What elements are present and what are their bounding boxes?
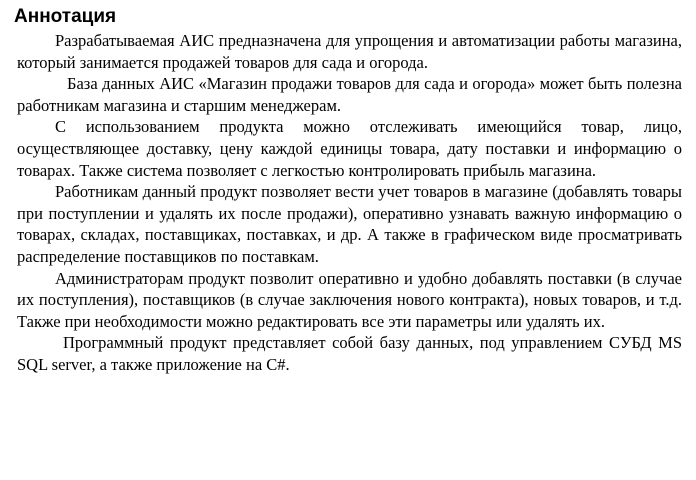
paragraph-purpose: Разрабатываемая АИС предназначена для упрощения и автоматизации работы магазина, который занимается продажей товаров для сада и огорода.	[17, 31, 682, 72]
annotation-heading: Аннотация	[14, 6, 117, 27]
paragraph-audience: База данных АИС «Магазин продажи товаров для сада и огорода» может быть полезна работникам магазина и старшим менеджерам.	[17, 74, 682, 115]
paragraph-administrators: Администраторам продукт позволит оперативно и удобно добавлять поставки (в случае их поступления), поставщиков (в случае заключения нового контракта), новых товаров, и т.д. Также при необходимости можно редактировать все эти параметры или удалять их.	[17, 268, 682, 331]
paragraph-technology: Программный продукт представляет собой базу данных, под управлением СУБД MS SQL server, а также приложение на C#.	[17, 333, 682, 374]
paragraph-capabilities: С использованием продукта можно отслеживать имеющийся товар, лицо, осуществляющее доставку, цену каждой единицы товара, дату поставки и информацию о товарах. Также система позволяет с легкостью контролировать прибыль магазина.	[17, 117, 682, 180]
paragraph-employees: Работникам данный продукт позволяет вести учет товаров в магазине (добавлять товары при поступлении и удалять их после продажи), оперативно узнавать важную информацию о товарах, складах, поставщиках, поставках, и др. А также в графическом виде просматривать распределение поставщиков по поставкам.	[17, 182, 682, 266]
